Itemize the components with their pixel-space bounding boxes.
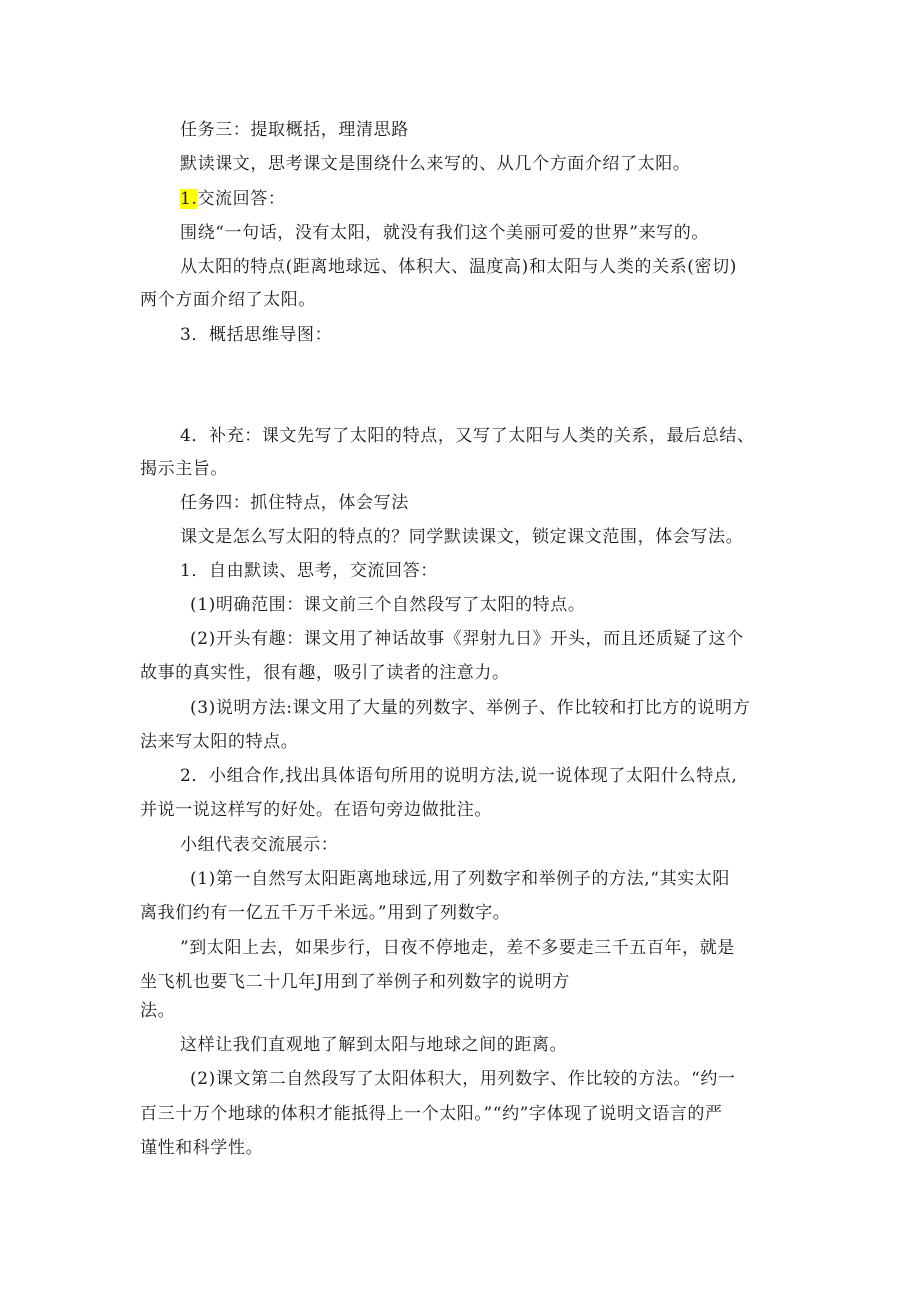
paragraph-line: 两个方面介绍了太阳。 xyxy=(140,290,316,310)
paragraph-line: (1)明确范围：课文前三个自然段写了太阳的特点。 xyxy=(190,595,586,615)
paragraph-line: 百三十万个地球的体积才能抵得上一个太阳。”“约”字体现了说明文语言的严 xyxy=(140,1104,723,1124)
paragraph-line: 谨性和科学性。 xyxy=(140,1138,264,1158)
paragraph-line: 这样让我们直观地了解到太阳与地球之间的距离。 xyxy=(180,1035,568,1055)
task-three-heading: 任务三：提取概括，理清思路 xyxy=(180,120,409,140)
paragraph-line: 法来写太阳的特点。 xyxy=(140,732,299,752)
paragraph-line: 1．自由默读、思考，交流回答： xyxy=(180,561,438,581)
paragraph-line: 小组代表交流展示： xyxy=(180,835,339,855)
paragraph-line: 从太阳的特点(距离地球远、体积大、温度高)和太阳与人类的关系(密切) xyxy=(180,257,737,277)
paragraph-line: 法。 xyxy=(140,1001,176,1021)
paragraph-line: (1)第一自然写太阳距离地球远,用了列数字和举例子的方法,“其实太阳 xyxy=(190,869,730,889)
paragraph-line: 故事的真实性，很有趣，吸引了读者的注意力。 xyxy=(140,663,510,683)
paragraph-line: 3．概括思维导图： xyxy=(180,325,333,345)
paragraph-line: 揭示主旨。 xyxy=(140,459,228,479)
paragraph-line: 默读课文，思考课文是围绕什么来写的、从几个方面介绍了太阳。 xyxy=(180,154,691,174)
paragraph-line: 围绕“一句话，没有太阳，就没有我们这个美丽可爱的世界”来写的。 xyxy=(180,223,709,243)
paragraph-line: 离我们约有一亿五千万千米远。”用到了列数字。 xyxy=(140,903,511,923)
paragraph-line: (2)开头有趣：课文用了神话故事《羿射九日》开头，而且还质疑了这个 xyxy=(190,629,744,649)
paragraph-line: (3)说明方法:课文用了大量的列数字、举例子、作比较和打比方的说明方 xyxy=(190,698,751,718)
highlighted-number: 1. xyxy=(180,189,198,209)
paragraph-line: (2)课文第二自然段写了太阳体积大，用列数字、作比较的方法。“约一 xyxy=(190,1069,736,1089)
paragraph-line: 课文是怎么写太阳的特点的？同学默读课文，锁定课文范围，体会写法。 xyxy=(180,527,744,547)
paragraph-line: ”到太阳上去，如果步行，日夜不停地走，差不多要走三千五百年，就是 xyxy=(180,938,735,958)
task-four-heading: 任务四：抓住特点，体会写法 xyxy=(180,493,409,513)
paragraph-line: 并说一说这样写的好处。在语句旁边做批注。 xyxy=(140,800,492,820)
paragraph-text: 交流回答： xyxy=(197,189,286,209)
paragraph-line: 坐飞机也要飞二十几年J用到了举例子和列数字的说明方 xyxy=(140,972,570,992)
paragraph-line: 2．小组合作,找出具体语句所用的说明方法,说一说体现了太阳什么特点, xyxy=(180,766,738,786)
paragraph-line xyxy=(180,188,785,210)
paragraph-line: 4．补充：课文先写了太阳的特点，又写了太阳与人类的关系，最后总结、 xyxy=(180,426,755,446)
